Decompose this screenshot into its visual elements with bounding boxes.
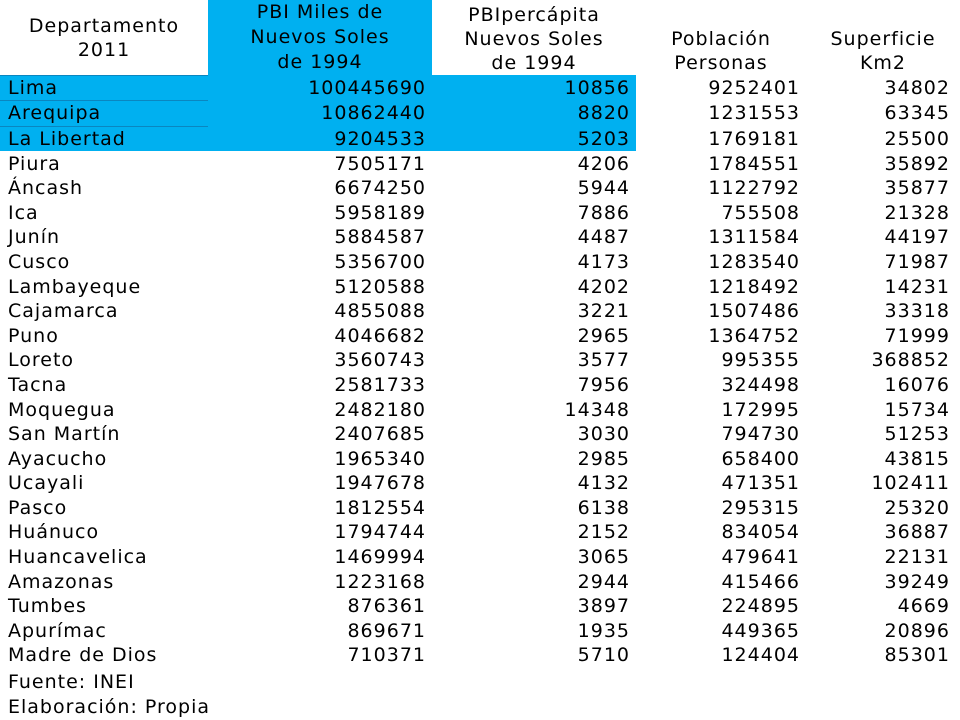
cell-poblacion: 755508	[721, 201, 800, 224]
cell-pbi: 4046682	[334, 324, 426, 347]
cell-superficie: 25500	[884, 127, 950, 150]
cell-pbi-percapita: 5203	[432, 126, 636, 151]
cell-pbi-percapita: 4173	[577, 250, 630, 273]
cell-poblacion: 172995	[721, 398, 800, 421]
cell-departamento: Puno	[8, 324, 59, 347]
cell-departamento: Loreto	[8, 349, 75, 372]
cell-departamento: Ucayali	[8, 472, 85, 495]
table-row	[0, 225, 960, 250]
cell-superficie: 15734	[884, 398, 950, 421]
cell-superficie: 35892	[884, 152, 950, 175]
cell-pbi-percapita: 4487	[577, 226, 630, 249]
cell-pbi: 869671	[347, 619, 426, 642]
cell-departamento: Junín	[8, 226, 61, 249]
cell-pbi: 2482180	[334, 398, 426, 421]
table-row	[0, 520, 960, 545]
table-row	[0, 471, 960, 496]
table-row	[0, 75, 960, 101]
cell-pbi: 876361	[347, 595, 426, 618]
cell-departamento: Cusco	[8, 250, 71, 273]
table-row	[0, 274, 960, 299]
cell-poblacion: 324498	[721, 373, 800, 396]
table-body	[0, 75, 960, 668]
cell-poblacion: 1122792	[708, 177, 800, 200]
table-row	[0, 323, 960, 348]
cell-pbi: 5884587	[334, 226, 426, 249]
cell-superficie: 85301	[884, 644, 950, 667]
cell-poblacion: 794730	[721, 423, 800, 446]
cell-poblacion: 295315	[721, 496, 800, 519]
cell-departamento: Lima	[0, 75, 208, 101]
cell-superficie: 34802	[884, 76, 950, 99]
cell-pbi: 2407685	[334, 423, 426, 446]
cell-pbi-percapita: 6138	[577, 496, 630, 519]
cell-superficie: 25320	[884, 496, 950, 519]
cell-pbi-percapita: 3897	[577, 595, 630, 618]
header-row	[0, 0, 960, 75]
cell-pbi-percapita: 2944	[577, 570, 630, 593]
cell-pbi: 7505171	[334, 152, 426, 175]
table-row	[0, 126, 960, 151]
cell-pbi: 10862440	[208, 101, 432, 127]
cell-poblacion: 124404	[721, 644, 800, 667]
footer-source: Fuente: INEI	[8, 671, 135, 693]
cell-pbi: 1965340	[334, 447, 426, 470]
cell-poblacion: 415466	[721, 570, 800, 593]
cell-superficie: 102411	[871, 472, 950, 495]
cell-departamento: Tumbes	[8, 595, 87, 618]
cell-pbi: 1794744	[334, 521, 426, 544]
cell-pbi: 5120588	[334, 275, 426, 298]
cell-poblacion: 224895	[721, 595, 800, 618]
header-departamento: Departamento 2011	[28, 15, 180, 61]
cell-departamento: Pasco	[8, 496, 68, 519]
cell-departamento: Moquegua	[8, 398, 116, 421]
cell-pbi: 1812554	[334, 496, 426, 519]
cell-superficie: 39249	[884, 570, 950, 593]
cell-departamento: La Libertad	[0, 126, 208, 151]
header-pbi-percapita: PBIpercápita Nuevos Soles de 1994	[464, 4, 604, 74]
table-row	[0, 643, 960, 668]
table-row	[0, 250, 960, 275]
cell-departamento: Ayacucho	[8, 447, 108, 470]
table-row	[0, 545, 960, 570]
cell-pbi: 100445690	[208, 75, 432, 101]
cell-superficie: 22131	[884, 546, 950, 569]
cell-pbi-percapita: 3221	[577, 300, 630, 323]
cell-pbi-percapita: 2152	[577, 521, 630, 544]
cell-superficie: 20896	[884, 619, 950, 642]
cell-pbi: 4855088	[334, 300, 426, 323]
table-row	[0, 101, 960, 127]
header-superficie: Superficie Km2	[830, 28, 936, 74]
cell-pbi-percapita: 1935	[577, 619, 630, 642]
cell-pbi-percapita: 7956	[577, 373, 630, 396]
header-poblacion: Población Personas	[671, 28, 771, 74]
cell-pbi: 1469994	[334, 546, 426, 569]
cell-departamento: Tacna	[8, 373, 68, 396]
cell-superficie: 368852	[871, 349, 950, 372]
cell-superficie: 51253	[884, 423, 950, 446]
cell-pbi: 5958189	[334, 201, 426, 224]
cell-pbi: 6674250	[334, 177, 426, 200]
cell-superficie: 16076	[884, 373, 950, 396]
cell-poblacion: 1218492	[708, 275, 800, 298]
table-row	[0, 373, 960, 398]
cell-pbi-percapita: 14348	[564, 398, 630, 421]
cell-departamento: San Martín	[8, 423, 121, 446]
table-row	[0, 176, 960, 201]
cell-superficie: 43815	[884, 447, 950, 470]
cell-departamento: Huancavelica	[8, 546, 148, 569]
cell-poblacion: 479641	[721, 546, 800, 569]
cell-departamento: Piura	[8, 152, 61, 175]
cell-pbi: 5356700	[334, 250, 426, 273]
cell-departamento: Lambayeque	[8, 275, 142, 298]
cell-superficie: 35877	[884, 177, 950, 200]
cell-pbi-percapita: 3065	[577, 546, 630, 569]
cell-departamento: Amazonas	[8, 570, 115, 593]
cell-poblacion: 658400	[721, 447, 800, 470]
cell-departamento: Cajamarca	[8, 300, 119, 323]
footer-elaboration: Elaboración: Propia	[8, 696, 211, 718]
cell-departamento: Apurímac	[8, 619, 107, 642]
cell-poblacion: 995355	[721, 349, 800, 372]
table-row	[0, 422, 960, 447]
table-row	[0, 397, 960, 422]
cell-poblacion: 834054	[721, 521, 800, 544]
table-row	[0, 619, 960, 644]
table-row	[0, 569, 960, 594]
cell-poblacion: 1283540	[708, 250, 800, 273]
cell-superficie: 71999	[884, 324, 950, 347]
cell-poblacion: 471351	[721, 472, 800, 495]
cell-poblacion: 1364752	[708, 324, 800, 347]
table-row	[0, 151, 960, 176]
cell-pbi-percapita: 7886	[577, 201, 630, 224]
cell-poblacion: 1507486	[708, 300, 800, 323]
cell-departamento: Áncash	[8, 177, 84, 200]
cell-pbi: 9204533	[208, 126, 432, 151]
cell-pbi-percapita: 2985	[577, 447, 630, 470]
cell-pbi-percapita: 2965	[577, 324, 630, 347]
cell-pbi-percapita: 4202	[577, 275, 630, 298]
cell-superficie: 44197	[884, 226, 950, 249]
cell-poblacion: 9252401	[708, 76, 800, 99]
cell-pbi: 1947678	[334, 472, 426, 495]
table-row	[0, 446, 960, 471]
cell-poblacion: 449365	[721, 619, 800, 642]
table-row	[0, 594, 960, 619]
cell-pbi-percapita: 4132	[577, 472, 630, 495]
cell-pbi-percapita: 5944	[577, 177, 630, 200]
cell-poblacion: 1784551	[708, 152, 800, 175]
cell-departamento: Ica	[8, 201, 39, 224]
cell-pbi: 710371	[347, 644, 426, 667]
cell-departamento: Arequipa	[0, 101, 208, 127]
cell-poblacion: 1769181	[708, 127, 800, 150]
table-row	[0, 299, 960, 324]
table-row	[0, 348, 960, 373]
cell-pbi-percapita: 5710	[577, 644, 630, 667]
cell-departamento: Madre de Dios	[8, 644, 158, 667]
cell-pbi-percapita: 3577	[577, 349, 630, 372]
cell-superficie: 21328	[884, 201, 950, 224]
cell-pbi-percapita: 8820	[432, 101, 636, 127]
cell-departamento: Huánuco	[8, 521, 100, 544]
cell-superficie: 33318	[884, 300, 950, 323]
header-pbi: PBI Miles de Nuevos Soles de 1994	[208, 0, 432, 75]
table-row	[0, 200, 960, 225]
cell-pbi: 1223168	[334, 570, 426, 593]
cell-superficie: 4669	[897, 595, 950, 618]
cell-superficie: 71987	[884, 250, 950, 273]
cell-superficie: 63345	[884, 102, 950, 125]
cell-poblacion: 1311584	[708, 226, 800, 249]
cell-pbi: 2581733	[334, 373, 426, 396]
cell-superficie: 36887	[884, 521, 950, 544]
cell-poblacion: 1231553	[708, 102, 800, 125]
cell-pbi-percapita: 3030	[577, 423, 630, 446]
cell-pbi-percapita: 4206	[577, 152, 630, 175]
cell-superficie: 14231	[884, 275, 950, 298]
cell-pbi: 3560743	[334, 349, 426, 372]
table-row	[0, 496, 960, 521]
cell-pbi-percapita: 10856	[432, 75, 636, 101]
